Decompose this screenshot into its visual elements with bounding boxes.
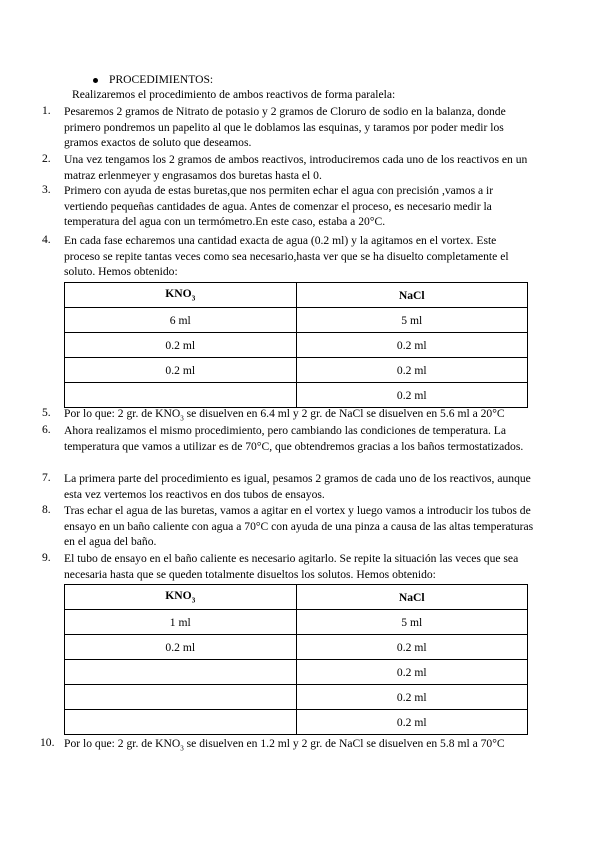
- table-cell: [65, 383, 297, 408]
- table-header-kno3: $KNO_3$: [65, 585, 297, 610]
- item-number: 4.: [42, 233, 51, 246]
- item-number: 5.: [42, 406, 51, 419]
- table-header-row: [65, 283, 528, 308]
- table-row: [65, 308, 528, 333]
- table-row: [65, 333, 528, 358]
- item-text: La primera parte del procedimiento es igual, pesamos 2 gramos de cada uno de los reactivos, aunque esta vez vertemos los reactivos en dos tubos de ensayos.: [64, 472, 531, 501]
- item-text: Primero con ayuda de estas buretas,que nos permiten echar el agua con precisión ,vamos a ir vertiendo pequeñas cantidades de agua. Antes de comenzar el proceso, es necesario medir la temperatura del agua con un termómetro.En este caso, estaba a 20°C.: [64, 184, 494, 228]
- results-table-20c: [64, 282, 528, 408]
- table-header-nacl: NaCl: [296, 585, 528, 610]
- item-number: 9.: [42, 551, 51, 564]
- heading-text: PROCEDIMIENTOS:: [109, 73, 214, 86]
- table-cell: 0.2 ml: [296, 333, 528, 358]
- table-cell: 5 ml: [296, 610, 528, 635]
- intro-text: Realizaremos el procedimiento de ambos reactivos de forma paralela:: [72, 88, 396, 101]
- item-number: 3.: [42, 183, 51, 196]
- table-cell: 0.2 ml: [65, 635, 297, 660]
- table-row: [65, 635, 528, 660]
- table-header-nacl: NaCl: [296, 283, 528, 308]
- table-cell: 0.2 ml: [65, 358, 297, 383]
- table-row: [65, 660, 528, 685]
- table-header-kno3: $KNO_3$: [65, 283, 297, 308]
- item-number: 2.: [42, 152, 51, 165]
- item-text: Ahora realizamos el mismo procedimiento, pero cambiando las condiciones de temperatura. La temperatura que vamos a utilizar es de 70°C, que obtendremos gracias a los baños termostatizados.: [64, 424, 524, 453]
- item-number: 8.: [42, 503, 51, 516]
- table-cell: [65, 710, 297, 735]
- item-text: Una vez tengamos los 2 gramos de ambos reactivos, introduciremos cada uno de los reactivos en un matraz erlenmeyer y engrasamos dos buretas hasta el 0.: [64, 153, 528, 182]
- item-text: En cada fase echaremos una cantidad exacta de agua (0.2 ml) y la agitamos en el vortex. Este proceso se repite tantas veces como sea necesario,hasta ver que se ha disuelto completamente el soluto. Hemos obtenido:: [64, 234, 509, 278]
- table-row: [65, 685, 528, 710]
- table-cell: 0.2 ml: [296, 685, 528, 710]
- item-text: El tubo de ensayo en el baño caliente es necesario agitarlo. Se repite la situación las veces que sea necesaria hasta que se queden totalmente disueltos los solutos. Hemos obtenido:: [64, 552, 519, 581]
- table-row: [65, 358, 528, 383]
- table-row: [65, 383, 528, 408]
- table-cell: 0.2 ml: [296, 383, 528, 408]
- table-cell: 6 ml: [65, 308, 297, 333]
- item-number: 7.: [42, 471, 51, 484]
- bullet-icon: [93, 78, 98, 83]
- table-cell: 0.2 ml: [65, 333, 297, 358]
- item-text: Tras echar el agua de las buretas, vamos a agitar en el vortex y luego vamos a introducir los tubos de ensayo en un baño caliente con agua a 70°C con ayuda de una pinza a causa de las altas temperaturas en el agua del baño.: [64, 504, 534, 548]
- table-row: [65, 610, 528, 635]
- table-cell: 0.2 ml: [296, 660, 528, 685]
- item-text: Pesaremos 2 gramos de Nitrato de potasio y 2 gramos de Cloruro de sodio en la balanza, donde primero pondremos un papelito al que le doblamos las esquinas, y taramos por poder medir los gramos exactos de soluto que deseamos.: [64, 105, 506, 149]
- table-row: [65, 710, 528, 735]
- item-text: Por lo que: 2 gr. de $KNO_3$ se disuelven en 1.2 ml y 2 gr. de NaCl se disuelven en 5.8 ml a 70°C: [64, 737, 505, 753]
- table-cell: 0.2 ml: [296, 710, 528, 735]
- table-cell: [65, 685, 297, 710]
- results-table-70c: [64, 584, 528, 735]
- item-number: 1.: [42, 104, 51, 117]
- item-text: Por lo que: 2 gr. de $KNO_3$ se disuelven en 6.4 ml y 2 gr. de NaCl se disuelven en 5.6 ml a 20°C: [64, 407, 505, 423]
- table-cell: 5 ml: [296, 308, 528, 333]
- item-number: 10.: [40, 736, 55, 749]
- table-cell: [65, 660, 297, 685]
- section-heading: [93, 73, 213, 86]
- table-cell: 1 ml: [65, 610, 297, 635]
- item-number: 6.: [42, 423, 51, 436]
- table-cell: 0.2 ml: [296, 358, 528, 383]
- table-cell: 0.2 ml: [296, 635, 528, 660]
- table-header-row: [65, 585, 528, 610]
